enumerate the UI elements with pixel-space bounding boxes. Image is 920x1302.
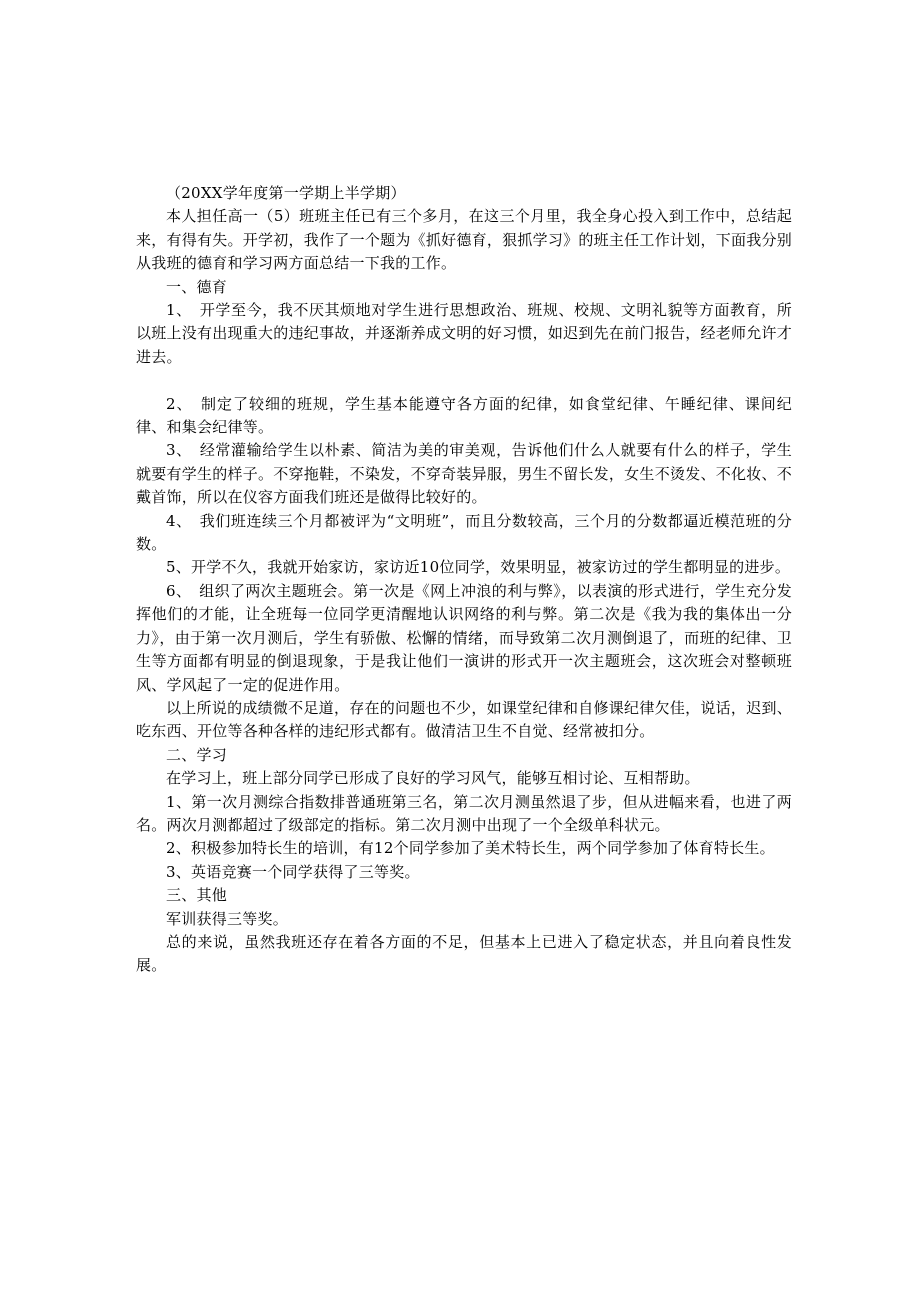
moral-item-6: 6、 组织了两次主题班会。第一次是《网上冲浪的利与弊》，以表演的形式进行，学生充分发挥他们的才能，让全班每一位同学更清醒地认识网络的利与弊。第二次是《我为我的集体出一分力》，由于第一次月测后，学生有骄傲、松懈的情绪，而导致第二次月测倒退了，而班的纪律、卫生等方面都有明显的倒退现象，于是我让他们一演讲的形式开一次主题班会，这次班会对整顿班风、学风起了一定的促进作用。 [136,581,792,694]
moral-item-5: 5、开学不久，我就开始家访，家访近10位同学，效果明显，被家访过的学生都明显的进步。 [166,558,791,577]
other-item-military-training: 军训获得三等奖。 [166,909,289,928]
moral-item-4: 4、 我们班连续三个月都被评为“文明班”，而且分数较高，三个月的分数都逼近模范班的分数。 [136,511,792,554]
semester-subtitle: （20XX学年度第一学期上半学期） [166,184,406,202]
moral-item-1: 1、 开学至今，我不厌其烦地对学生进行思想政治、班规、校规、文明礼貌等方面教育，所以班上没有出现重大的违纪事故，并逐渐养成文明的好习惯，如迟到先在前门报告，经老师允许才进去。 [136,301,792,366]
document-body [136,182,792,978]
study-item-1: 1、第一次月测综合指数排普通班第三名，第二次月测虽然退了步，但从进幅来看，也进了两名。两次月测都超过了级部定的指标。第二次月测中出现了一个全级单科状元。 [136,792,792,834]
study-item-2: 2、积极参加特长生的培训，有12个同学参加了美术特长生，两个同学参加了体育特长生。 [166,839,775,858]
section-heading-study: 二、学习 [166,745,228,764]
moral-problems-paragraph: 以上所说的成绩微不足道，存在的问题也不少，如课堂纪律和自修课纪律欠佳，说话，迟到、吃东西、开位等各种各样的违纪形式都有。做清洁卫生不自觉、经常被扣分。 [136,698,792,741]
intro-paragraph: 本人担任高一（5）班班主任已有三个多月，在这三个月里，我全身心投入到工作中，总结起来，有得有失。开学初，我作了一个题为《抓好德育，狠抓学习》的班主任工作计划，下面我分别从我班的德育和学习两方面总结一下我的工作。 [136,207,792,273]
section-heading-moral-education: 一、德育 [166,277,228,296]
study-intro-paragraph: 在学习上，班上部分同学已形成了良好的学习风气，能够互相讨论、互相帮助。 [166,769,700,788]
blank-line [136,369,792,392]
moral-item-3: 3、 经常灌输给学生以朴素、简洁为美的审美观，告诉他们什么人就要有什么的样子，学生就要有学生的样子。不穿拖鞋，不染发，不穿奇装异服，男生不留长发，女生不烫发、不化妆、不戴首饰，所以在仪容方面我们班还是做得比较好的。 [136,441,792,507]
moral-item-2: 2、 制定了较细的班规，学生基本能遵守各方面的纪律，如食堂纪律、午睡纪律、课间纪律、和集会纪律等。 [136,394,792,437]
section-heading-other: 三、其他 [166,886,228,905]
study-item-3: 3、英语竞赛一个同学获得了三等奖。 [166,862,420,881]
conclusion-paragraph: 总的来说，虽然我班还存在着各方面的不足，但基本上已进入了稳定状态，并且向着良性发展。 [136,932,792,975]
